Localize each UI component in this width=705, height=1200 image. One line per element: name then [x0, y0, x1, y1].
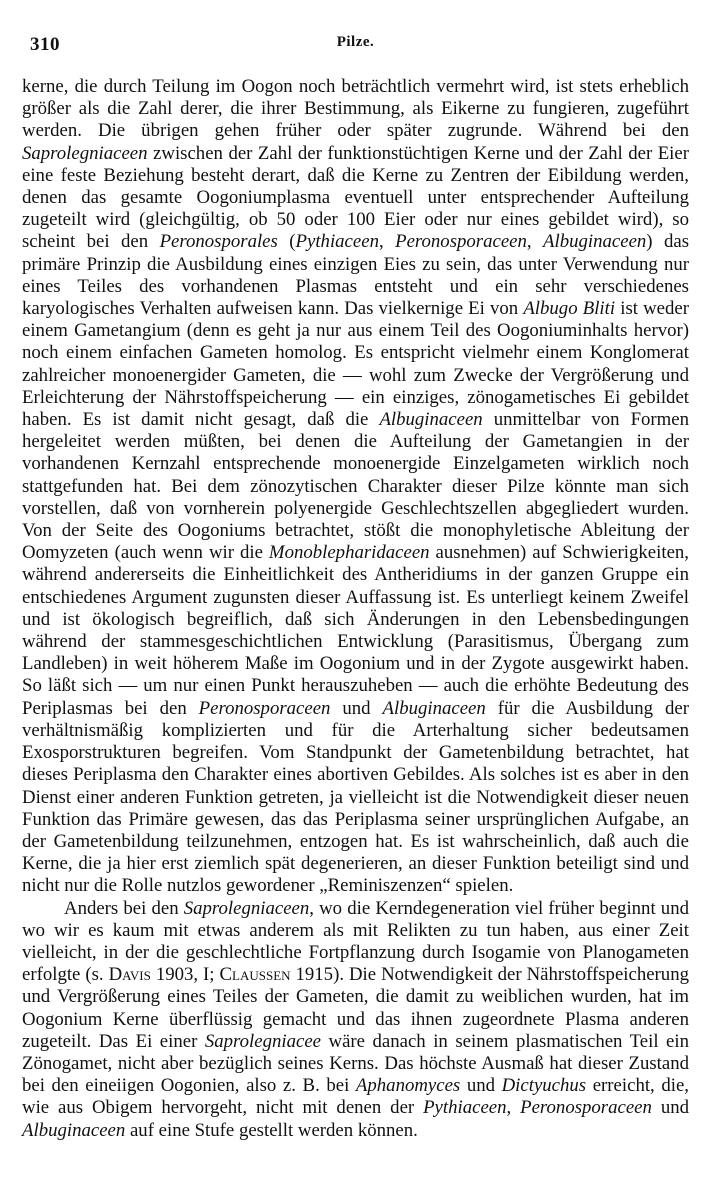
italic-term: Albuginaceen [22, 1119, 126, 1141]
text-run: 1915). Die Notwendigkeit der Nährstoffspeicherung und Vergrößerung eines Teiles der Gameten, die damit zu weiblichen wurden, hat im Oogonium Kerne überflüssig gemacht und das ihnen zugeordnete Plasma anderen zugeteilt. Das Ei einer [22, 964, 689, 1052]
text-run: , [526, 231, 544, 253]
running-title: Pilze. [336, 34, 375, 50]
text-run: auf eine Stufe gestellt werden können. [125, 1119, 418, 1141]
text-run: und [330, 697, 383, 719]
text-run: unmittelbar von Formen hergeleitet werden müßten, bei denen die Aufteilung der Gametangien in der vorhandenen Kernzahl entsprechende monoenergide Einzelgameten wirklich noch stattgefunden hat. Bei dem zönozytischen Charakter dieser Pilze könnte man sich vorstellen, daß von vornherein polyenergide Geschlechtszellen abgegliedert wurden. Von der Seite des Oogoniums betrachtet, stößt die monophyletische Ableitung der Oomyzeten (auch wenn wir die [22, 409, 689, 564]
paragraph [22, 76, 689, 898]
paragraph [22, 898, 689, 1142]
text-run: erreicht, die, wie aus Obigem hervorgeht, nicht mit denen der [22, 1075, 689, 1119]
italic-term: Albuginaceen [543, 231, 647, 253]
text-run: Anders bei den [64, 897, 184, 919]
text-run: ( [277, 231, 296, 253]
running-head [22, 28, 689, 58]
page-number: 310 [30, 34, 60, 55]
italic-term: Albuginaceen [382, 697, 486, 719]
body-text [22, 76, 689, 1142]
text-run: kerne, die durch Teilung im Oogon noch beträchtlich vermehrt wird, ist stets erheblich größer als die Zahl derer, die ihrer Bestimmung, als Eikerne zu fungieren, zugeführt werden. Die übrigen gehen früher oder später zugrunde. Während bei den [22, 76, 689, 142]
text-run: wäre danach in seinem plasmatischen Teil ein Zönogamet, nicht aber bezüglich seines Kerns. Das höchste Ausmaß hat dieser Zustand bei den eineiigen Oogonien, also z. B. bei [22, 1030, 690, 1097]
text-run: , [378, 231, 396, 253]
author-name: Davis [108, 964, 151, 986]
italic-term: Aphanomyces [355, 1075, 461, 1097]
text-run: und [651, 1097, 689, 1119]
text-run: , [506, 1097, 521, 1119]
italic-term: Pythiaceen [295, 231, 379, 253]
italic-term: Albuginaceen [379, 409, 483, 431]
italic-term: Peronosporaceen [520, 1097, 652, 1119]
italic-term: Saprolegniaceen [183, 897, 310, 919]
italic-term: Monoblepharidaceen [268, 542, 430, 564]
italic-term: Peronosporales [159, 231, 278, 253]
italic-term: Saprolegniaceen [22, 142, 148, 164]
italic-term: Saprolegniacee [204, 1030, 321, 1052]
text-run: und [460, 1075, 502, 1097]
text-run: ) das primäre Prinzip die Ausbildung eines einzigen Eies zu sein, das unter Verwendung nur eines Teiles des vorhandenen Plasmas entsteht und ein sehr verschiedenes karyologisches Verhalten aufweisen kann. Das vielkernige Ei von [22, 231, 690, 320]
italic-term: Albugo Bliti [523, 298, 616, 320]
text-run: für die Ausbildung der verhältnismäßig komplizierten und für die Arterhaltung sicher bedeutsamen Exosporstrukturen begreifen. Vom Standpunkt der Gametenbildung betrachtet, hat dieses Periplasma den Charakter eines abortiven Gebildes. Als solches ist es aber in den Dienst einer anderen Funktion getreten, ja vielleicht ist die Notwendigkeit dieser neuen Funktion das Primäre gewesen, das das Periplasma seiner ursprünglichen Aufgabe, an der Gametenbildung teilzunehmen, entzogen hat. Es ist wahrscheinlich, daß auch die Kerne, die ja hier erst ziemlich spät degenerieren, an dieser Funktion beteiligt sind und nicht nur die Rolle nutzlos gewordener „Reminiszenzen“ spielen. [22, 697, 689, 897]
italic-term: Peronosporaceen [198, 697, 331, 719]
text-run: zwischen der Zahl der funktionstüchtigen Kerne und der Zahl der Eier eine feste Beziehung besteht derart, daß die Kerne zu Zentren der Eibildung werden, denen das gesamte Oogoniumplasma eventuell unter entsprechender Aufteilung zugeteilt wird (gleichgültig, ob 50 oder 100 Eier oder nur eines gebildet wird), so scheint bei den [22, 142, 689, 253]
text-run: ist weder einem Gametangium (denn es geht ja nur aus einem Teil des Oogoniuminhalts hervor) noch einem einfachen Gameten homolog. Es entspricht vielmehr einem Konglomerat zahlreicher monoenergider Gameten, die — wohl zum Zwecke der Vergrößerung und Erleichterung der Nährstoffspeicherung — ein einziges, zönogametisches Ei gebildet haben. Es ist damit nicht gesagt, daß die [22, 298, 689, 431]
italic-term: Dictyuchus [501, 1075, 587, 1097]
author-name: Claussen [219, 964, 291, 986]
italic-term: Pythiaceen [423, 1097, 507, 1119]
italic-term: Peronosporaceen [395, 231, 527, 253]
text-run: , wo die Kerndegeneration viel früher beginnt und wo wir es kaum mit etwas anderem als mit Relikten zu tun haben, aus einer Zeit vielleicht, in der die geschlechtliche Fortpflanzung durch Isogamie von Planogameten erfolgte (s. [22, 897, 689, 986]
text-run: ausnehmen) auf Schwierigkeiten, während andererseits die Einheitlichkeit des Antheridiums in der ganzen Gruppe ein entschiedenes Argument zugunsten dieser Auffassung ist. Es unterliegt keinem Zweifel und ist ökologisch begreiflich, daß sich Änderungen in den Lebensbedingungen während der stammesgeschichtlichen Entwicklung (Parasitismus, Übergang zum Landleben) in weit höherem Maße im Oogonium und in der Zygote ausgewirkt haben. So läßt sich — um nur einen Punkt herauszuheben — auch die erhöhte Bedeutung des Periplasmas bei den [22, 542, 690, 719]
text-run: 1903, I; [150, 964, 220, 986]
